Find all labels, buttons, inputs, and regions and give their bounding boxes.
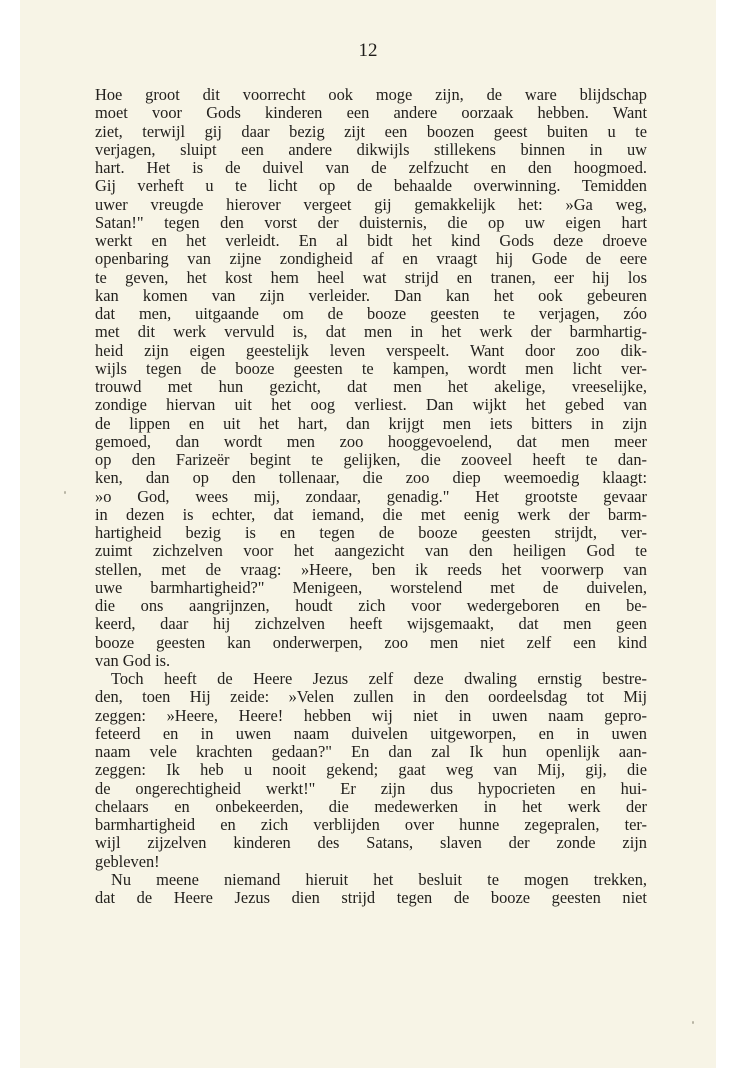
- text-line: den, toen Hij zeide: »Velen zullen in den oordeelsdag tot Mij: [95, 687, 647, 707]
- text-line: zondige hiervan uit het oog verliest. Dan wijkt het gebed van: [95, 395, 647, 415]
- paper-speck: [692, 1021, 694, 1024]
- text-line: trouwd met hun gezicht, dat men het akelige, vreeselijke,: [95, 377, 647, 396]
- text-line: met dit werk vervuld is, dat men in het werk der barmhartig-: [95, 322, 647, 342]
- text-line: uwe barmhartigheid?" Menigeen, worstelend met de duivelen,: [95, 577, 647, 597]
- text-line: keerd, daar hij zichzelven heeft wijsgemaakt, dat men geen: [95, 614, 647, 634]
- text-line: Hoe groot dit voorrecht ook moge zijn, de ware blijdschap: [95, 85, 647, 104]
- text-line: gebleven!: [95, 851, 160, 871]
- text-line: ziet, terwijl gij daar bezig zijt een boozen geest buiten u te: [95, 121, 647, 141]
- text-line: die ons aangrijnzen, houdt zich voor wedergeboren en be-: [95, 596, 647, 615]
- text-line: Toch heeft de Heere Jezus zelf deze dwaling ernstig bestre-: [111, 669, 647, 688]
- text-line: ken, dan op den tollenaar, die zoo diep weemoedig klaagt:: [95, 468, 647, 488]
- text-line: feteerd en in uwen naam duivelen uitgeworpen, en in uwen: [95, 723, 647, 743]
- text-line: te geven, het kost hem heel wat strijd en tranen, eer hij los: [95, 267, 647, 287]
- text-line: barmhartigheid en zich verblijden over hunne zegepralen, ter-: [95, 815, 647, 834]
- text-line: zeggen: Ik heb u nooit gekend; gaat weg van Mij, gij, die: [95, 760, 647, 780]
- text-line: dat men, uitgaande om de booze geesten te verjagen, zóo: [95, 304, 647, 323]
- text-line: dat de Heere Jezus dien strijd tegen de booze geesten niet: [95, 888, 647, 907]
- text-line: openbaring van zijne zondigheid af en vraagt hij Gode de eere: [95, 249, 647, 269]
- text-line: in dezen is echter, dat iemand, die met eenig werk der barm-: [95, 504, 647, 524]
- text-line: Gij verheft u te licht op de behaalde overwinning. Temidden: [95, 176, 647, 196]
- text-line: de lippen en uit het hart, dan krijgt men iets bitters in zijn: [95, 413, 647, 433]
- text-line: hart. Het is de duivel van de zelfzucht en den hoogmoed.: [95, 158, 647, 177]
- text-line: zeggen: »Heere, Heere! hebben wij niet in uwen naam gepro-: [95, 705, 647, 725]
- text-line: kan komen van zijn verleider. Dan kan het ook gebeuren: [95, 285, 647, 305]
- text-line: moet voor Gods kinderen een andere oorzaak hebben. Want: [95, 103, 647, 123]
- page-number: 12: [358, 40, 378, 61]
- text-line: hartigheid bezig is en tegen de booze geesten strijdt, ver-: [95, 523, 647, 542]
- text-line: op den Farizeër begint te gelijken, die zooveel heeft te dan-: [95, 450, 647, 469]
- text-line: naam vele krachten gedaan?" En dan zal Ik hun openlijk aan-: [95, 742, 647, 761]
- text-line: stellen, met de vraag: »Heere, ben ik reeds het voorwerp van: [95, 559, 647, 579]
- text-line: Nu meene niemand hieruit het besluit te mogen trekken,: [111, 869, 647, 889]
- text-line: wijls tegen de booze geesten te kampen, wordt men licht ver-: [95, 358, 647, 378]
- text-line: de ongerechtigheid werkt!" Er zijn dus hypocrieten en hui-: [95, 778, 647, 798]
- book-page: [20, 0, 716, 1068]
- text-line: heid zijn eigen geestelijk leven verspeelt. Want door zoo dik-: [95, 340, 647, 360]
- text-line: »o God, wees mij, zondaar, genadig." Het grootste gevaar: [95, 486, 647, 506]
- text-line: booze geesten kan onderwerpen, zoo men niet zelf een kind: [95, 632, 647, 652]
- text-line: verjagen, sluipt een andere dikwijls stillekens binnen in uw: [95, 139, 647, 159]
- text-line: Satan!" tegen den vorst der duisternis, die op uw eigen hart: [95, 212, 647, 232]
- body-text: [95, 86, 647, 907]
- text-line: chelaars en onbekeerden, die medewerken in het werk der: [95, 796, 647, 816]
- text-line: werkt en het verleidt. En al bidt het kind Gods deze droeve: [95, 231, 647, 250]
- paper-speck: [64, 491, 66, 494]
- text-line: wijl zijzelven kinderen des Satans, slaven der zonde zijn: [95, 833, 647, 853]
- text-line: van God is.: [95, 650, 171, 670]
- text-line: zuimt zichzelven voor het aangezicht van den heiligen God te: [95, 541, 647, 561]
- text-line: gemoed, dan wordt men zoo hooggevoelend, dat men meer: [95, 431, 647, 451]
- text-line: uwer vreugde hierover vergeet gij gemakkelijk het: »Ga weg,: [95, 194, 647, 214]
